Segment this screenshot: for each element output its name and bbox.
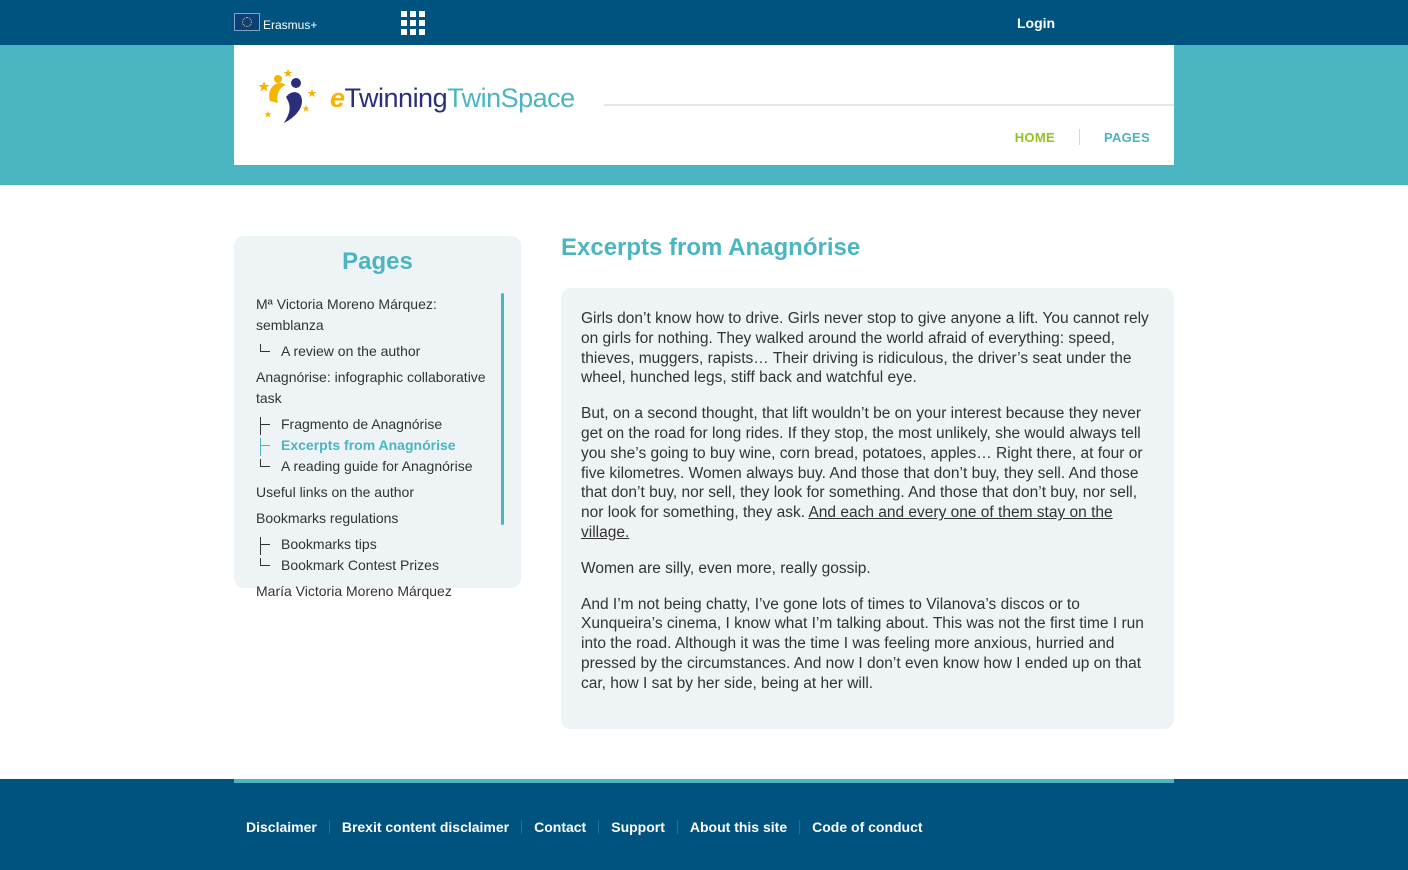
sidebar-title: Pages bbox=[342, 248, 413, 275]
footer-separator bbox=[521, 820, 522, 834]
tree-item-useful-links[interactable]: Useful links on the author bbox=[256, 484, 414, 500]
page-title: Excerpts from Anagnórise bbox=[561, 234, 861, 261]
login-link[interactable]: Login bbox=[1017, 15, 1056, 31]
erasmus-brand[interactable] bbox=[234, 13, 317, 31]
tree-branch-arrow-icon bbox=[258, 435, 272, 456]
apps-grid-icon[interactable] bbox=[401, 11, 425, 35]
top-bar bbox=[0, 0, 1408, 45]
sidebar-scrollbar[interactable] bbox=[501, 293, 504, 525]
header bbox=[234, 45, 1174, 165]
tree-item-maria-victoria[interactable]: María Victoria Moreno Márquez bbox=[256, 583, 452, 599]
footer-separator bbox=[799, 820, 800, 834]
paragraph: And I’m not being chatty, I’ve gone lots of times to Vilanova’s discos or to Xunqueira’s cinema, I know what I’m talking about. This was not the first time I run into the road. Although it was the time I was feeling more anxious, hurried and pressed by the circumstances. And now I don’t even know how I ended up on that car, how I sat by her side, being at her will. bbox=[581, 595, 1144, 692]
tree-child-review[interactable]: A review on the author bbox=[256, 341, 496, 362]
erasmus-label: Erasmus+ bbox=[263, 18, 318, 32]
tree-item-infographic[interactable]: Anagnórise: infographic collaborative task bbox=[256, 369, 486, 406]
paragraph: Women are silly, even more, really gossip. bbox=[581, 559, 871, 577]
tree-branch-icon bbox=[258, 534, 272, 555]
paragraph: But, on a second thought, that lift wouldn’t be on your interest because they never get on the road for long rides. If they stop, the most unlikely, she would always tell you she’s going to buy wine, corn bread, potatoes, apples… Right there, at four or five kilometres. Women always buy. And those that don’t buy, they sell. And those that don’t buy, nor sell, they look for something. And those that don’t buy, nor sell, nor look for something, they ask. And each and every one of them stay on the village. bbox=[581, 405, 1143, 541]
etwinning-logo[interactable] bbox=[256, 67, 575, 127]
footer-separator bbox=[598, 820, 599, 834]
eu-flag-icon bbox=[234, 13, 260, 31]
pages-sidebar bbox=[234, 236, 521, 599]
footer-separator bbox=[329, 820, 330, 834]
tree-item-semblanza[interactable]: Mª Victoria Moreno Márquez: semblanza bbox=[256, 296, 437, 333]
paragraph: Girls don’t know how to drive. Girls never stop to give anyone a lift. You cannot rely on girls for nothing. They walked around the world afraid of everything: speed, thieves, muggers, rapists… Their driving is ridiculous, the driver’s seat under the wheel, hunched legs, stiff back and watchful eye. bbox=[581, 310, 1149, 387]
etwinning-logo-icon bbox=[256, 67, 328, 127]
tree-branch-icon bbox=[258, 555, 272, 576]
footer-support[interactable]: Support bbox=[611, 819, 665, 835]
nav-separator bbox=[1079, 129, 1080, 145]
footer-accent-line bbox=[234, 779, 1174, 783]
village-link[interactable]: And each and every one of them stay on the village. bbox=[581, 504, 1113, 541]
main-nav bbox=[1015, 129, 1150, 145]
footer-brexit-disclaimer[interactable]: Brexit content disclaimer bbox=[341, 819, 510, 835]
footer-disclaimer[interactable]: Disclaimer bbox=[246, 819, 317, 835]
header-divider bbox=[604, 104, 1174, 106]
footer-code-of-conduct[interactable]: Code of conduct bbox=[812, 819, 923, 835]
logo-wordmark: eTwinningTwinSpace bbox=[330, 82, 575, 113]
footer-links bbox=[246, 819, 923, 835]
nav-home[interactable]: HOME bbox=[1014, 129, 1055, 145]
footer-contact[interactable]: Contact bbox=[534, 819, 587, 835]
tree-branch-icon bbox=[258, 456, 272, 477]
footer-about[interactable]: About this site bbox=[689, 819, 788, 835]
tree-child-excerpts-active[interactable]: Excerpts from Anagnórise bbox=[256, 435, 496, 456]
pages-tree[interactable] bbox=[256, 294, 496, 607]
tree-child-reading-guide[interactable]: A reading guide for Anagnórise bbox=[256, 456, 496, 477]
tree-branch-icon bbox=[258, 414, 272, 435]
article-body bbox=[561, 288, 1174, 729]
tree-child-bookmark-tips[interactable]: Bookmarks tips bbox=[256, 534, 496, 555]
tree-child-fragmento[interactable]: Fragmento de Anagnórise bbox=[256, 414, 496, 435]
footer-separator bbox=[677, 820, 678, 834]
tree-branch-icon bbox=[258, 341, 272, 362]
nav-pages[interactable]: PAGES bbox=[1103, 129, 1150, 145]
tree-item-bookmarks[interactable]: Bookmarks regulations bbox=[256, 510, 399, 526]
tree-child-contest-prizes[interactable]: Bookmark Contest Prizes bbox=[256, 555, 496, 576]
